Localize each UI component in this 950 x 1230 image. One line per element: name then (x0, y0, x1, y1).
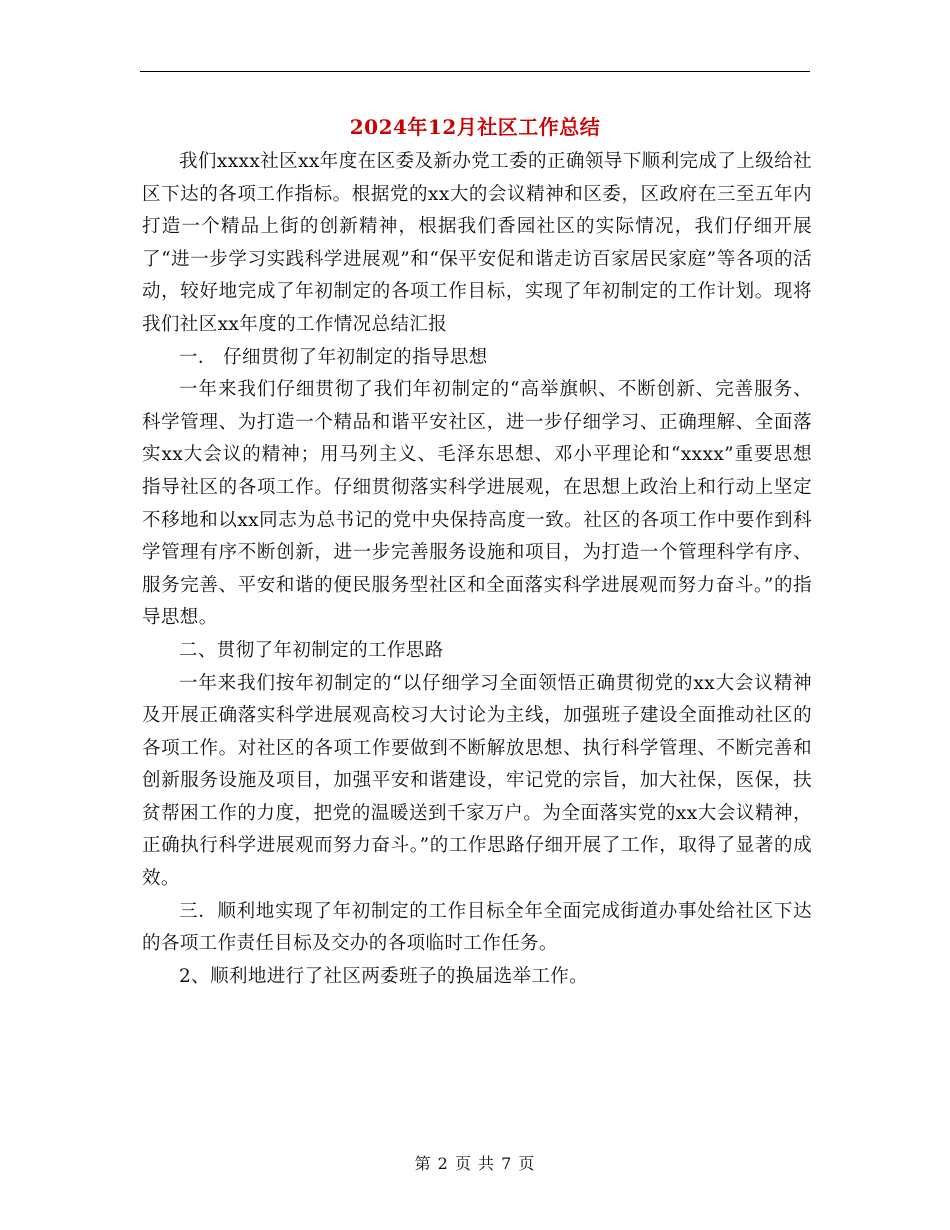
document-body (142, 146, 812, 993)
paragraph-section-2: 一年来我们按年初制定的“以仔细学习全面领悟正确贯彻党的xx大会议精神及开展正确落实科学进展观高校习大讨论为主线，加强班子建设全面推动社区的各项工作。对社区的各项工作要做到不断解放思想、执行科学管理、不断完善和创新服务设施及项目，加强平安和谐建设，牢记党的宗旨，加大社保，医保，扶贫帮困工作的力度，把党的温暖送到千家万户。为全面落实党的xx大会议精神，正确执行科学进展观而努力奋斗。”的工作思路仔细开展了工作，取得了显著的成效。 (142, 672, 812, 890)
document-title: 2024年12月社区工作总结 (349, 115, 601, 139)
paragraph-section-1: 一年来我们仔细贯彻了我们年初制定的“高举旗帜、不断创新、完善服务、科学管理、为打造一个精品和谐平安社区，进一步仔细学习、正确理解、全面落实xx大会议的精神；用马列主义、毛泽东思想、邓小平理论和“xxxx”重要思想指导社区的各项工作。仔细贯彻落实科学进展观，在思想上政治上和行动上坚定不移地和以xx同志为总书记的党中央保持高度一致。社区的各项工作中要作到科学管理有序不断创新，进一步完善服务设施和项目，为打造一个管理科学有序、服务完善、平安和谐的便民服务型社区和全面落实科学进展观而努力奋斗。”的指导思想。 (142, 379, 812, 629)
header-rule (140, 71, 810, 72)
paragraph-intro: 我们xxxx社区xx年度在区委及新办党工委的正确领导下顺利完成了上级给社区下达的各项工作指标。根据党的xx大的会议精神和区委，区政府在三至五年内打造一个精品上街的创新精神，根据我们香园社区的实际情况，我们仔细开展了“进一步学习实践科学进展观”和“保平安促和谐走访百家居民家庭”等各项的活动，较好地完成了年初制定的各项工作目标，实现了年初制定的工作计划。现将我们社区xx年度的工作情况总结汇报 (142, 151, 812, 335)
page-number-footer: 第 2 页 共 7 页 (414, 1154, 536, 1173)
section-heading-1: 一． 仔细贯彻了年初制定的指导思想 (179, 346, 488, 368)
paragraph-item-2: 2、顺利地进行了社区两委班子的换届选举工作。 (179, 965, 589, 987)
section-heading-2: 二、贯彻了年初制定的工作思路 (179, 639, 444, 661)
section-heading-3: 三．顺利地实现了年初制定的工作目标全年全面完成街道办事处给社区下达的各项工作责任目标及交办的各项临时工作任务。 (142, 900, 812, 955)
